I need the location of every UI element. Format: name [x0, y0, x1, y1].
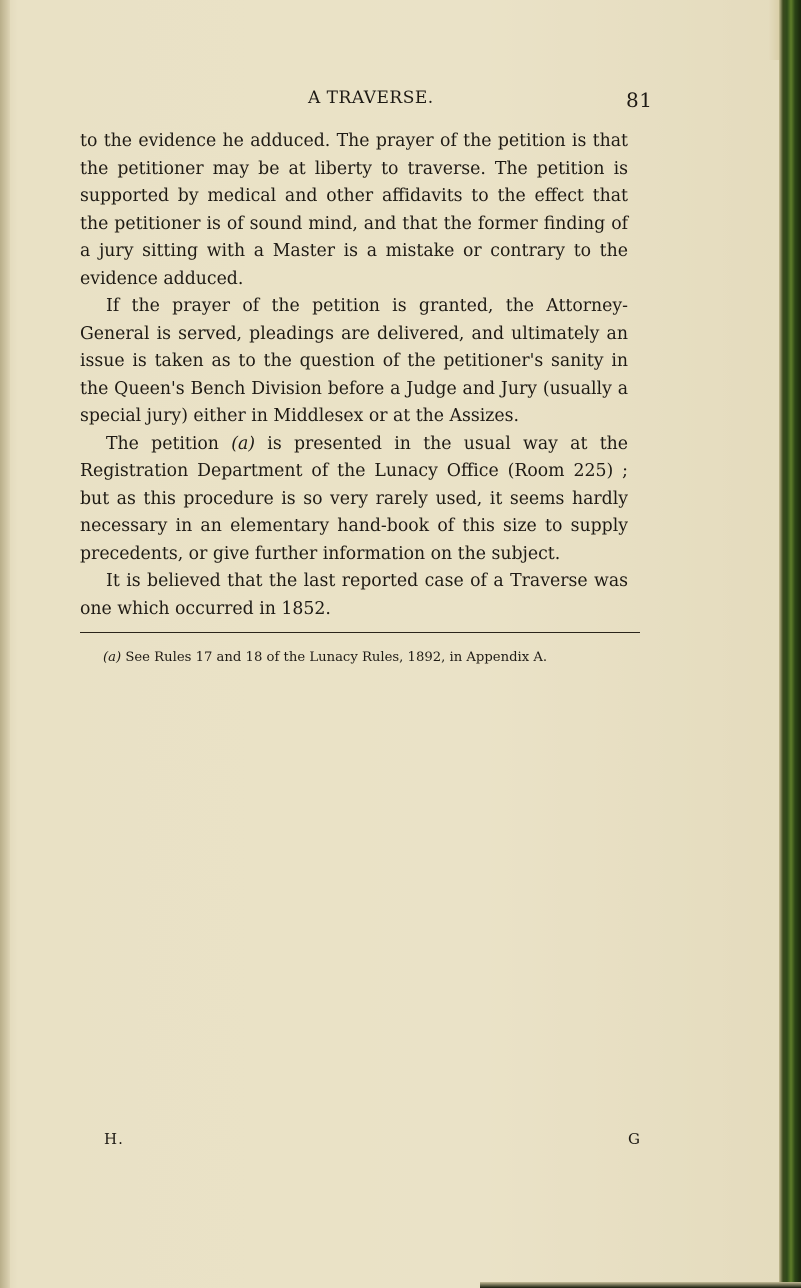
- book-binding-edge: [779, 0, 801, 1288]
- page-number: 81: [626, 88, 653, 112]
- footnote-text: See Rules 17 and 18 of the Lunacy Rules, 1892, in Appendix A.: [121, 650, 548, 665]
- footnote-marker: (a): [103, 650, 122, 665]
- paragraph-3: [80, 431, 628, 569]
- paragraph-2: If the prayer of the petition is granted, the Attorney-General is served, pleadings are delivered, and ultimately an issue is taken as to the question of the petitioner's sanity in the Queen's Bench Division before a Judge and Jury (usually a special jury) either in Middlesex or at the Assizes.: [80, 296, 628, 426]
- paragraph-1: to the evidence he adduced. The prayer of the petition is that the petitioner may be at liberty to traverse. The petition is supported by medical and other affidavits to the effect that the petitioner is of sound mind, and that the former finding of a jury sitting with a Master is a mistake or contrary to the evidence adduced.: [80, 131, 628, 289]
- paragraph-3-start: The petition: [106, 433, 232, 454]
- footnote-divider: [80, 632, 640, 633]
- paragraph-3-rest: is presented in the usual way at the Registration Department of the Lunacy Office (Room 225) ; but as this procedure is so very rarely used, it seems hardly necessary in an elementary hand-book of this size to supply precedents, or give further information on the subject.: [80, 433, 628, 564]
- running-head-title: A TRAVERSE.: [308, 88, 434, 108]
- footnote-reference: (a): [231, 433, 256, 454]
- signature-mark-right: G: [628, 1130, 640, 1148]
- page-gutter-shadow: [0, 0, 10, 1288]
- book-bottom-edge: [480, 1282, 801, 1288]
- paragraph-4: It is believed that the last reported case of a Traverse was one which occurred in 1852.: [80, 571, 628, 619]
- page-edge-shading: [769, 0, 779, 60]
- body-text: [80, 128, 628, 623]
- footnote: [103, 650, 683, 665]
- signature-mark-left: H.: [104, 1130, 124, 1148]
